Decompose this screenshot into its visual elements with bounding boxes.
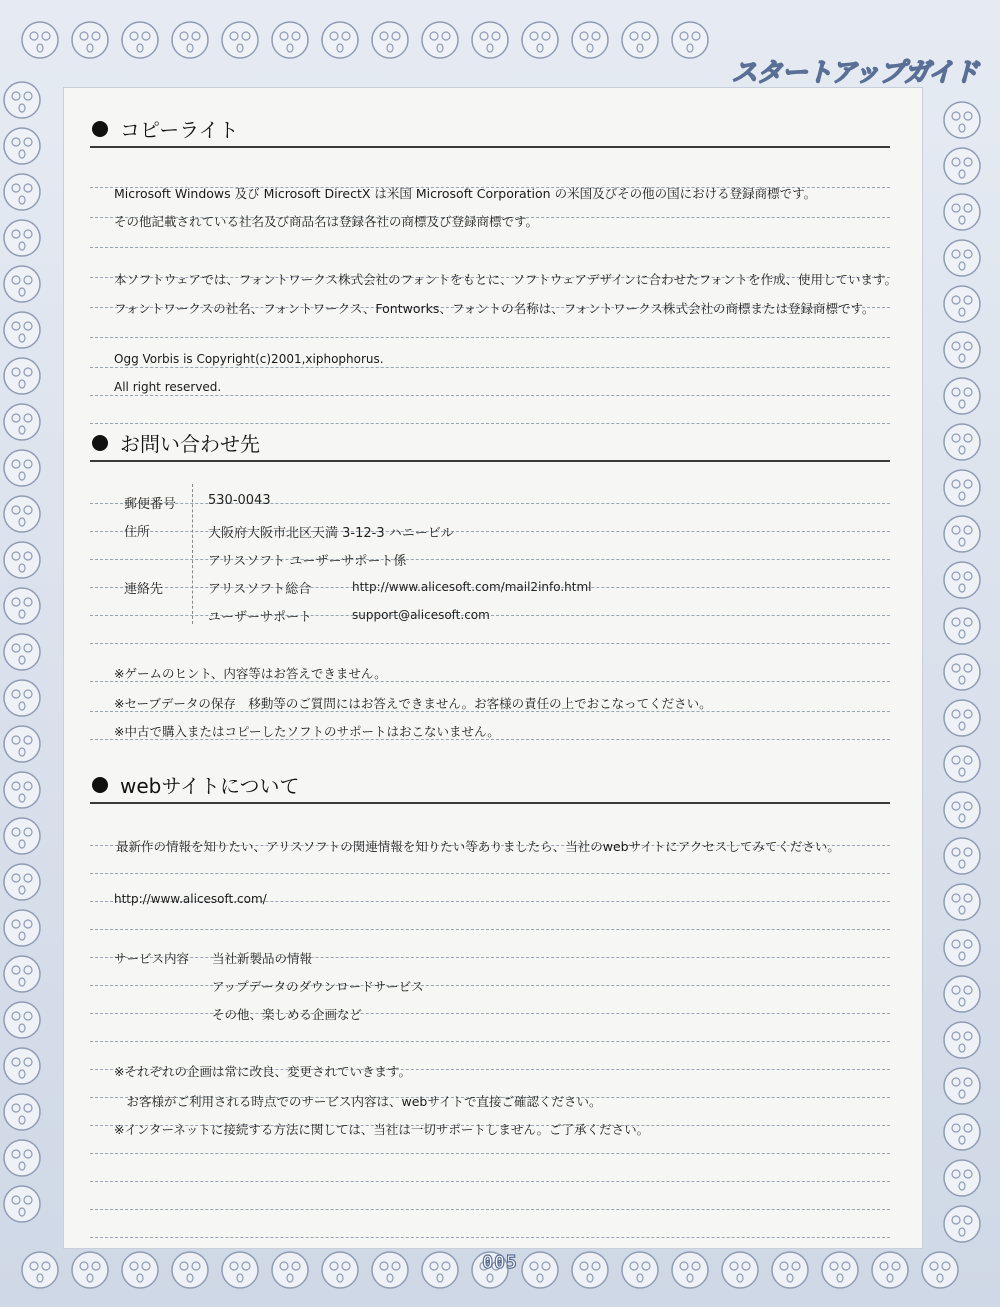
mascot-face-icon: [672, 22, 708, 58]
mascot-face-icon: [944, 792, 980, 828]
mascot-face-icon: [4, 312, 40, 348]
mascot-face-icon: [772, 1252, 808, 1288]
mascot-face-icon: [944, 562, 980, 598]
address-label: 住所: [124, 525, 151, 540]
ruled-line: [90, 930, 890, 958]
page-number: 005: [482, 1252, 518, 1273]
mascot-face-icon: [222, 1252, 258, 1288]
mascot-face-icon: [72, 1252, 108, 1288]
mascot-face-icon: [522, 22, 558, 58]
contact-heading: [90, 422, 890, 462]
ruled-line: [90, 1154, 890, 1182]
mascot-face-icon: [944, 1160, 980, 1196]
service-item: アップデータのダウンロードサービス: [212, 979, 424, 994]
ruled-line: [90, 1210, 890, 1238]
mascot-face-icon: [944, 286, 980, 322]
mascot-face-icon: [4, 772, 40, 808]
mascot-face-icon: [4, 864, 40, 900]
mascot-face-icon: [122, 1252, 158, 1288]
copyright-line: その他記載されている社名及び商品名は登録各社の商標及び登録商標です。: [114, 214, 539, 229]
address-line1: 大阪府大阪市北区天満 3-12-3 ハニービル: [208, 526, 454, 541]
mascot-face-icon: [944, 884, 980, 920]
service-label: サービス内容: [114, 951, 190, 966]
service-item: その他、楽しめる企画など: [212, 1007, 363, 1022]
copyright-line: Ogg Vorbis is Copyright(c)2001,xiphophorus.: [114, 352, 384, 366]
web-section: [90, 764, 890, 804]
mascot-face-icon: [222, 22, 258, 58]
mascot-face-icon: [4, 910, 40, 946]
mascot-face-icon: [72, 22, 108, 58]
mascot-face-icon: [944, 838, 980, 874]
content-sheet: [64, 88, 922, 1248]
mascot-face-icon: [172, 22, 208, 58]
mascot-face-icon: [944, 470, 980, 506]
mascot-face-icon: [944, 1206, 980, 1242]
mascot-face-icon: [572, 22, 608, 58]
mascot-face-icon: [4, 220, 40, 256]
mascot-face-icon: [4, 450, 40, 486]
mascot-face-icon: [272, 22, 308, 58]
mascot-face-icon: [4, 588, 40, 624]
contact-section: [90, 422, 890, 462]
mascot-face-icon: [872, 1252, 908, 1288]
mascot-face-icon: [422, 22, 458, 58]
contact-note: ※中古で購入またはコピーしたソフトのサポートはおこないません。: [114, 724, 500, 739]
mascot-face-icon: [4, 404, 40, 440]
address-line2: アリスソフト ユーザーサポート係: [208, 554, 407, 569]
ruled-line: [90, 958, 890, 986]
contact-note: ※ゲームのヒント、内容等はお答えできません。: [114, 666, 387, 681]
web-heading-label: webサイトについて: [120, 774, 300, 798]
copyright-line: Microsoft Windows 及び Microsoft DirectX は米国 Microsoft Corporation の米国及びその他の国における登録商標です。: [114, 186, 817, 201]
mascot-face-icon: [722, 1252, 758, 1288]
copyright-line: 本ソフトウェアでは、フォントワークス株式会社のフォントをもとに、ソフトウェアデザインに合わせたフォントを作成、使用しています。: [114, 272, 898, 287]
mascot-face-icon: [922, 1252, 958, 1288]
bullet-icon: [92, 777, 108, 793]
mascot-face-icon: [944, 1114, 980, 1150]
mascot-face-icon: [172, 1252, 208, 1288]
website-link[interactable]: http://www.alicesoft.com/: [114, 892, 267, 906]
mascot-face-icon: [944, 654, 980, 690]
mascot-face-icon: [4, 726, 40, 762]
mascot-face-icon: [4, 358, 40, 394]
mascot-face-icon: [944, 102, 980, 138]
mascot-face-icon: [944, 424, 980, 460]
mascot-face-icon: [944, 148, 980, 184]
mascot-face-icon: [944, 378, 980, 414]
web-note: ※それぞれの企画は常に改良、変更されていきます。: [114, 1064, 411, 1079]
mascot-face-icon: [4, 634, 40, 670]
mascot-face-icon: [422, 1252, 458, 1288]
mascot-face-icon: [622, 1252, 658, 1288]
bullet-icon: [92, 435, 108, 451]
mascot-face-icon: [4, 1094, 40, 1130]
general-contact-link[interactable]: http://www.alicesoft.com/mail2info.html: [352, 580, 592, 594]
contact-note: ※セーブデータの保存 移動等のご質問にはお答えできません。お客様の責任の上でおこなってください。: [114, 696, 712, 711]
web-intro: 最新作の情報を知りたい、アリスソフトの関連情報を知りたい等ありましたら、当社のwebサイトにアクセスしてみてください。: [116, 839, 840, 854]
contact-divider: [192, 484, 193, 624]
mascot-face-icon: [22, 22, 58, 58]
mascot-face-icon: [4, 1048, 40, 1084]
mascot-face-icon: [4, 542, 40, 578]
support-email-link[interactable]: support@alicesoft.com: [352, 608, 490, 622]
mascot-face-icon: [4, 956, 40, 992]
mascot-face-icon: [272, 1252, 308, 1288]
mascot-face-icon: [4, 680, 40, 716]
web-note: ※インターネットに接続する方法に関しては、当社は一切サポートしません。ご了承ください。: [114, 1122, 650, 1137]
copyright-heading: [90, 108, 890, 148]
mascot-face-icon: [944, 746, 980, 782]
mascot-face-icon: [944, 332, 980, 368]
mascot-face-icon: [4, 174, 40, 210]
mascot-face-icon: [4, 1186, 40, 1222]
general-contact-label: アリスソフト総合: [208, 582, 312, 597]
mascot-face-icon: [372, 1252, 408, 1288]
mascot-face-icon: [944, 240, 980, 276]
ruled-line: [90, 396, 890, 424]
mascot-face-icon: [472, 22, 508, 58]
mascot-face-icon: [322, 1252, 358, 1288]
mascot-face-icon: [4, 1002, 40, 1038]
service-item: 当社新製品の情報: [212, 951, 313, 966]
mascot-face-icon: [4, 1140, 40, 1176]
mascot-face-icon: [4, 82, 40, 118]
mascot-face-icon: [22, 1252, 58, 1288]
web-note: お客様がご利用される時点でのサービス内容は、webサイトで直接ご確認ください。: [114, 1094, 602, 1109]
web-heading: [90, 764, 890, 804]
copyright-heading-label: コピーライト: [120, 118, 239, 142]
mascot-face-icon: [944, 700, 980, 736]
mascot-face-icon: [4, 496, 40, 532]
mascot-face-icon: [944, 930, 980, 966]
copyright-line: フォントワークスの社名、フォントワークス、Fontworks、フォントの名称は、フォントワークス株式会社の商標または登録商標です。: [114, 301, 875, 316]
mascot-face-icon: [622, 22, 658, 58]
mascot-face-icon: [944, 976, 980, 1012]
mascot-face-icon: [4, 818, 40, 854]
ruled-line: [90, 986, 890, 1014]
guide-title: スタートアップガイド: [731, 58, 978, 88]
support-contact-label: ユーザーサポート: [208, 610, 313, 625]
bullet-icon: [92, 121, 108, 137]
mascot-face-icon: [122, 22, 158, 58]
postal-value: 530-0043: [208, 493, 271, 508]
mascot-face-icon: [372, 22, 408, 58]
mascot-face-icon: [322, 22, 358, 58]
mascot-face-icon: [944, 194, 980, 230]
mascot-face-icon: [944, 608, 980, 644]
mascot-face-icon: [944, 1068, 980, 1104]
mascot-face-icon: [672, 1252, 708, 1288]
copyright-line: All right reserved.: [114, 380, 222, 394]
ruled-line: [90, 1014, 890, 1042]
mascot-face-icon: [944, 516, 980, 552]
mascot-face-icon: [822, 1252, 858, 1288]
ruled-line: [90, 902, 890, 930]
copyright-section: [90, 108, 890, 148]
mascot-face-icon: [4, 128, 40, 164]
contact-heading-label: お問い合わせ先: [120, 432, 260, 456]
mascot-face-icon: [4, 266, 40, 302]
ruled-line: [90, 1182, 890, 1210]
contact-label: 連絡先: [124, 582, 164, 597]
mascot-face-icon: [572, 1252, 608, 1288]
postal-label: 郵便番号: [124, 497, 177, 512]
mascot-face-icon: [944, 1022, 980, 1058]
